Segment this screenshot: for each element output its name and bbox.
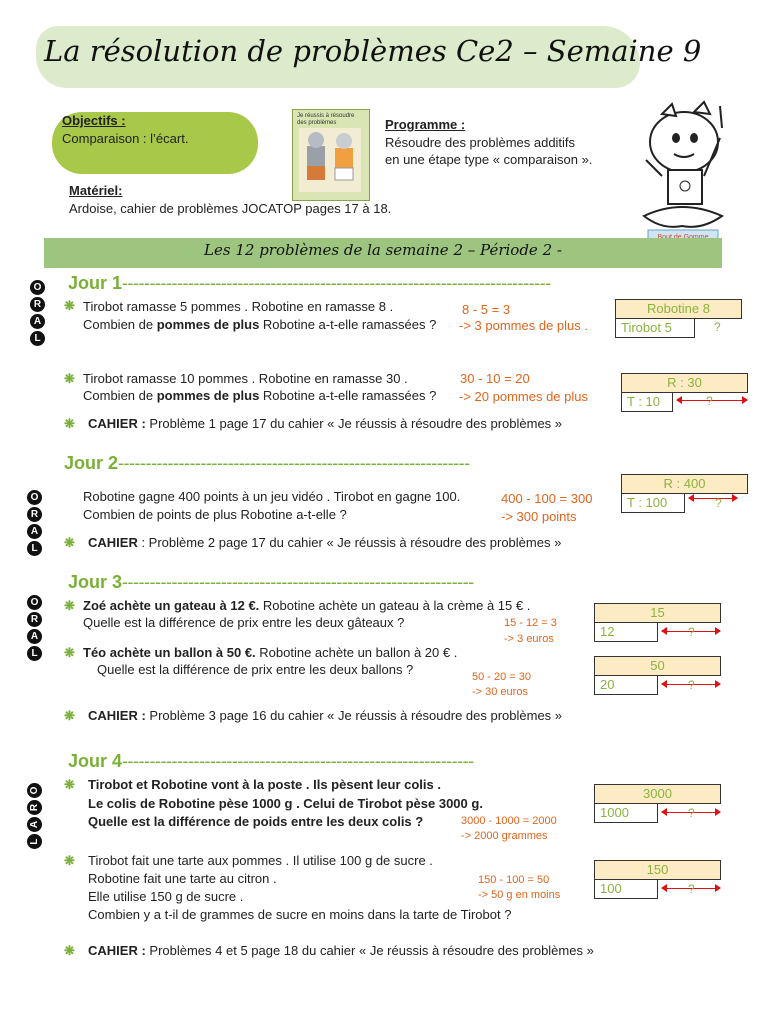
book-title-line2: des problèmes <box>297 120 337 126</box>
j3p1-line1 <box>83 597 530 615</box>
materiel-text: Ardoise, cahier de problèmes JOCATOP pages 17 à 18. <box>69 201 392 216</box>
jour1-divider: ------------------------------------------------------------------------------ <box>122 273 551 293</box>
jour2-heading <box>64 453 470 474</box>
j3p1-calc: 15 - 12 = 3 <box>504 617 557 629</box>
j4p2-answer: -> 50 g en moins <box>478 889 561 901</box>
oral-letter: A <box>27 524 42 539</box>
page-title: La résolution de problèmes Ce2 – Semaine 9 <box>44 34 702 68</box>
oral-letter: R <box>30 297 45 312</box>
j4-cahier <box>88 942 594 960</box>
j3p2-line1a: Téo achète un ballon à 50 €. <box>83 645 256 660</box>
j4-cahier-text: Problèmes 4 et 5 page 18 du cahier « Je réussis à résoudre des problèmes » <box>145 943 594 958</box>
jour1-heading <box>68 273 551 294</box>
jour4-heading <box>68 751 474 772</box>
j4p2-question-mark: ? <box>688 882 695 896</box>
oral-marker-jour2 <box>27 490 42 556</box>
j3p2-answer: -> 30 euros <box>472 686 528 698</box>
j3p2-question-mark: ? <box>688 678 695 692</box>
j1p1-line2a: Combien de <box>83 317 157 332</box>
oral-letter: R <box>27 612 42 627</box>
bullet-icon: ❋ <box>64 598 75 613</box>
j3p2-line1 <box>83 644 457 662</box>
bullet-icon: ❋ <box>64 298 75 313</box>
j2p1-box-r: R : 400 <box>621 474 748 494</box>
j4p1-line1: Tirobot et Robotine vont à la poste . Ils pèsent leur colis . <box>88 777 441 792</box>
objectifs-label: Objectifs : <box>62 113 126 128</box>
bullet-icon: ❋ <box>64 853 75 868</box>
programme-label: Programme : <box>385 117 466 132</box>
j4-cahier-label: CAHIER : <box>88 943 146 958</box>
j1p2-question-mark: ? <box>706 394 713 408</box>
programme-line1: Résoudre des problèmes additifs <box>385 135 576 150</box>
oral-letter: A <box>30 314 45 329</box>
bullet-icon: ❋ <box>64 535 75 550</box>
oral-letter: L <box>27 834 42 849</box>
oral-letter: L <box>27 541 42 556</box>
j2-cahier-text: : Problème 2 page 17 du cahier « Je réussis à résoudre des problèmes » <box>137 535 562 550</box>
j4p1-line3: Quelle est la différence de poids entre les deux colis ? <box>88 814 424 829</box>
oral-letter: A <box>27 817 42 832</box>
j1p2-line2a: Combien de <box>83 388 157 403</box>
j1p1-box-tirobot: Tirobot 5 <box>615 318 695 338</box>
oral-marker-jour4 <box>27 783 42 849</box>
book-cover-image <box>292 109 370 201</box>
j3p1-box-top: 15 <box>594 603 721 623</box>
j1p1-line2 <box>83 316 436 334</box>
j4p1-box-bottom: 1000 <box>594 803 658 823</box>
j4p2-line3: Elle utilise 150 g de sucre . <box>88 889 244 904</box>
bullet-icon: ❋ <box>64 943 75 958</box>
j4p1-line2: Le colis de Robotine pèse 1000 g . Celui de Tirobot pèse 3000 g. <box>88 796 483 811</box>
j1p2-line2c: Robotine a-t-elle ramassées ? <box>259 388 437 403</box>
j4p1-calc: 3000 - 1000 = 2000 <box>461 815 557 827</box>
j1-cahier <box>88 415 562 433</box>
jour4-divider: ---------------------------------------------------------------- <box>122 751 474 771</box>
j1p2-line2 <box>83 387 436 405</box>
jour3-divider: ---------------------------------------------------------------- <box>122 572 474 592</box>
j3-cahier <box>88 707 562 725</box>
j2-cahier <box>88 534 561 552</box>
materiel-label: Matériel: <box>69 183 123 198</box>
j3-cahier-text: Problème 3 page 16 du cahier « Je réussis à résoudre des problèmes » <box>145 708 563 723</box>
bullet-icon: ❋ <box>64 645 75 660</box>
oral-letter: R <box>27 507 42 522</box>
bullet-icon: ❋ <box>64 371 75 386</box>
programme-line2: en une étape type « comparaison ». <box>385 152 593 167</box>
j1p1-box-robotine: Robotine 8 <box>615 299 742 319</box>
j4p1-box-top: 3000 <box>594 784 721 804</box>
j3p2-box-top: 50 <box>594 656 721 676</box>
book-title-line1: Je réussis à résoudre <box>297 113 355 119</box>
j4p2-line2: Robotine fait une tarte au citron . <box>88 871 277 886</box>
j2p1-line2: Combien de points de plus Robotine a-t-elle ? <box>83 507 347 522</box>
j1p2-calc: 30 - 10 = 20 <box>460 371 530 386</box>
j4p1-question-mark: ? <box>688 806 695 820</box>
oral-marker-jour3 <box>27 595 42 661</box>
oral-letter: A <box>27 629 42 644</box>
j4p2-box-top: 150 <box>594 860 721 880</box>
j1p1-question-mark: ? <box>714 320 721 334</box>
oral-marker-jour1 <box>30 280 45 346</box>
oral-letter: R <box>27 800 42 815</box>
j1p1-line1: Tirobot ramasse 5 pommes . Robotine en ramasse 8 . <box>83 299 394 314</box>
j3p2-box-bottom: 20 <box>594 675 658 695</box>
j4p2-line4: Combien y a t-il de grammes de sucre en moins dans la tarte de Tirobot ? <box>88 907 512 922</box>
oral-letter: O <box>27 595 42 610</box>
j3p1-answer: -> 3 euros <box>504 633 554 645</box>
j1-cahier-text: Problème 1 page 17 du cahier « Je réussis à résoudre des problèmes » <box>145 416 563 431</box>
j4p2-box-bottom: 100 <box>594 879 658 899</box>
j2p1-question-mark: ? <box>715 496 722 510</box>
bullet-icon: ❋ <box>64 416 75 431</box>
j2p1-box-t: T : 100 <box>621 493 685 513</box>
j2-cahier-label: CAHIER <box>88 535 138 550</box>
j3p2-line1b: Robotine achète un ballon à 20 € . <box>255 645 458 660</box>
j1p1-line2c: Robotine a-t-elle ramassées ? <box>259 317 437 332</box>
oral-letter: O <box>30 280 45 295</box>
j1p1-calc: 8 - 5 = 3 <box>462 302 511 317</box>
j1p2-line1: Tirobot ramasse 10 pommes . Robotine en ramasse 30 . <box>83 371 408 386</box>
j1p2-answer: -> 20 pommes de plus <box>459 389 588 404</box>
j3p2-calc: 50 - 20 = 30 <box>472 671 532 683</box>
j3p2-line2: Quelle est la différence de prix entre les deux ballons ? <box>97 662 414 677</box>
j3p1-line2: Quelle est la différence de prix entre les deux gâteaux ? <box>83 615 405 630</box>
jour2-divider: ---------------------------------------------------------------- <box>118 453 470 473</box>
oral-letter: L <box>27 646 42 661</box>
j1p1-answer: -> 3 pommes de plus . <box>459 318 588 333</box>
jour3-label: Jour 3 <box>68 572 123 592</box>
oral-letter: O <box>27 783 42 798</box>
difference-arrow <box>689 498 737 499</box>
j1p2-box-t: T : 10 <box>621 392 673 412</box>
robots-illustration <box>299 128 361 192</box>
oral-letter: O <box>27 490 42 505</box>
objectifs-text: Comparaison : l’écart. <box>62 131 189 146</box>
j1p2-line2b: pommes de plus <box>156 388 260 403</box>
jour4-label: Jour 4 <box>68 751 123 771</box>
j4p2-calc: 150 - 100 = 50 <box>478 874 550 886</box>
j2p1-answer: -> 300 points <box>501 509 577 524</box>
bullet-icon: ❋ <box>64 708 75 723</box>
j1p1-line2b: pommes de plus <box>156 317 260 332</box>
oral-letter: L <box>30 331 45 346</box>
j4p2-line1: Tirobot fait une tarte aux pommes . Il utilise 100 g de sucre . <box>88 853 433 868</box>
j3p1-box-bottom: 12 <box>594 622 658 642</box>
j3-cahier-label: CAHIER : <box>88 708 146 723</box>
jour3-heading <box>68 572 474 593</box>
j3p1-line1b: Robotine achète un gateau à la crème à 15 € . <box>259 598 531 613</box>
jour1-label: Jour 1 <box>68 273 123 293</box>
robotine-mascot-illustration <box>632 98 732 244</box>
j2p1-calc: 400 - 100 = 300 <box>501 491 593 506</box>
section-band-title: Les 12 problèmes de la semaine 2 – Période 2 - <box>204 241 562 259</box>
jour2-label: Jour 2 <box>64 453 119 473</box>
j1-cahier-label: CAHIER : <box>88 416 146 431</box>
j3p1-question-mark: ? <box>688 625 695 639</box>
j3p1-line1a: Zoé achète un gateau à 12 €. <box>83 598 260 613</box>
bullet-icon: ❋ <box>64 777 75 792</box>
j2p1-line1: Robotine gagne 400 points à un jeu vidéo . Tirobot en gagne 100. <box>83 489 461 504</box>
j1p2-box-r: R : 30 <box>621 373 748 393</box>
j4p1-answer: -> 2000 grammes <box>461 830 548 842</box>
